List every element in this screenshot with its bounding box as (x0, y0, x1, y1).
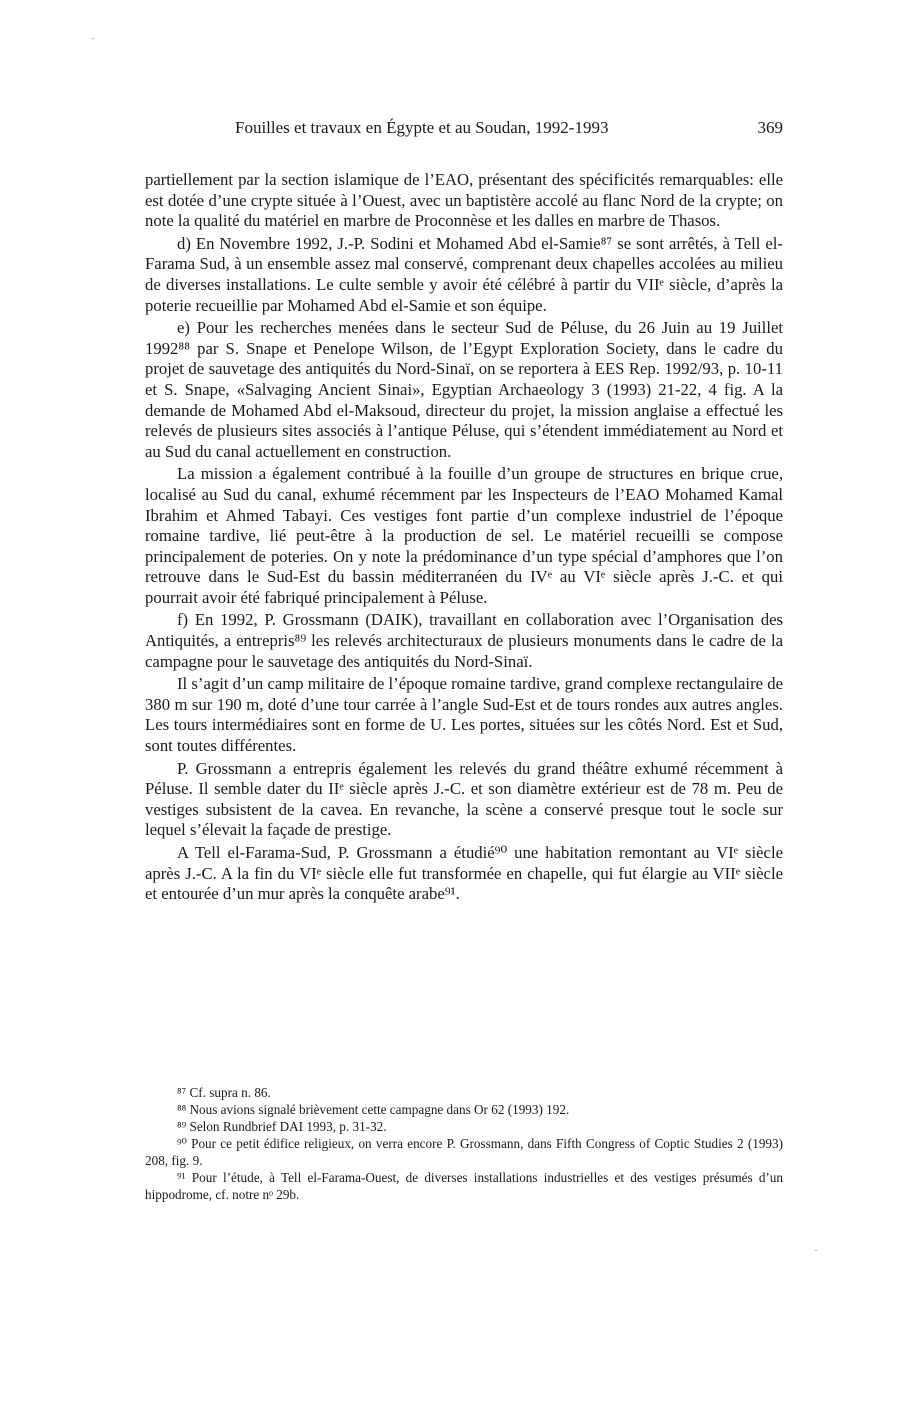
footnote-87: ⁸⁷ Cf. supra n. 86. (177, 1085, 271, 1100)
scan-speck (815, 1250, 817, 1251)
paragraph-5: f) En 1992, P. Grossmann (DAIK), travaillant en collaboration avec l’Organisation des Antiquités, a entrepris⁸⁹ les relevés architecturaux de plusieurs monuments dans le cadre de la campagne pour le sauvetage des antiquités du Nord-Sinaï. (145, 610, 783, 671)
running-header (145, 118, 783, 142)
paragraph-2: d) En Novembre 1992, J.-P. Sodini et Mohamed Abd el-Samie⁸⁷ se sont arrêtés, à Tell el-Farama Sud, à un ensemble assez mal conservé, comprenant deux chapelles accolées au milieu de diverses installations. Le culte semble y avoir été célébré à partir du VIIᵉ siècle, d’après la poterie recueillie par Mohamed Abd el-Samie et son équipe. (145, 233, 783, 315)
page-number: 369 (757, 118, 783, 137)
scan-speck (92, 38, 94, 39)
paragraph-8: A Tell el-Farama-Sud, P. Grossmann a étudié⁹⁰ une habitation remontant au VIᵉ siècle après J.-C. A la fin du VIᵉ siècle elle fut transformée en chapelle, qui fut élargie au VIIᵉ siècle et entourée d’un mur après la conquête arabe⁹¹. (145, 843, 783, 904)
running-title: Fouilles et travaux en Égypte et au Soudan, 1992-1993 (235, 118, 609, 137)
body-text (145, 170, 783, 907)
paragraph-6: Il s’agit d’un camp militaire de l’époque romaine tardive, grand complexe rectangulaire de 380 m sur 190 m, doté d’une tour carrée à l’angle Sud-Est et de tours rondes aux autres angles. Les tours intermédiaires sont en forme de U. Les portes, situées sur les côtés Nord. Est et Sud, sont toutes différentes. (145, 674, 783, 756)
footnotes (145, 1084, 783, 1203)
paragraph-3: e) Pour les recherches menées dans le secteur Sud de Péluse, du 26 Juin au 19 Juillet 1992⁸⁸ par S. Snape et Penelope Wilson, de l’Egypt Exploration Society, dans le cadre du projet de sauvetage des antiquités du Nord-Sinaï, on se reportera à EES Rep. 1992/93, p. 10-11 et S. Snape, «Salvaging Ancient Sinai», Egyptian Archaeology 3 (1993) 21-22, 4 fig. A la demande de Mohamed Abd el-Maksoud, directeur du projet, la mission anglaise a effectué les relevés de plusieurs sites associés à l’antique Péluse, qui s’étendent immédiatement au Nord et au Sud du canal actuellement en construction. (145, 318, 783, 461)
paragraph-7: P. Grossmann a entrepris également les relevés du grand théâtre exhumé récemment à Péluse. Il semble dater du IIᵉ siècle après J.-C. et son diamètre extérieur est de 78 m. Peu de vestiges subsistent de la cavea. En revanche, la scène a conservé presque tout le socle sur lequel s’élevait la façade de prestige. (145, 758, 783, 840)
footnote-91: ⁹¹ Pour l’étude, à Tell el-Farama-Ouest, de diverses installations industrielles et des vestiges présumés d’un hippodrome, cf. notre nᵒ 29b. (145, 1170, 783, 1202)
footnote-89: ⁸⁹ Selon Rundbrief DAI 1993, p. 31-32. (177, 1119, 387, 1134)
paragraph-4: La mission a également contribué à la fouille d’un groupe de structures en brique crue, localisé au Sud du canal, exhumé récemment par les Inspecteurs de l’EAO Mohamed Kamal Ibrahim et Ahmed Tabayi. Ces vestiges font partie d’un complexe industriel de l’époque romaine tardive, lié peut-être à la production de sel. Le matériel recueilli se compose principalement de poteries. On y note la prédominance d’un type spécial d’amphores que l’on retrouve dans le Sud-Est du bassin méditerranéen du IVᵉ au VIᵉ siècle après J.-C. et qui pourrait avoir été fabriqué principalement à Péluse. (145, 464, 783, 607)
footnote-90: ⁹⁰ Pour ce petit édifice religieux, on verra encore P. Grossmann, dans Fifth Congress of Coptic Studies 2 (1993) 208, fig. 9. (145, 1136, 783, 1168)
paragraph-1: partiellement par la section islamique de l’EAO, présentant des spécificités remarquables: elle est dotée d’une crypte située à l’Ouest, avec un baptistère accolé au flanc Nord de la crypte; on note la qualité du matériel en marbre de Proconnèse et les dalles en marbre de Thasos. (145, 170, 783, 231)
footnote-88: ⁸⁸ Nous avions signalé brièvement cette campagne dans Or 62 (1993) 192. (177, 1102, 570, 1117)
